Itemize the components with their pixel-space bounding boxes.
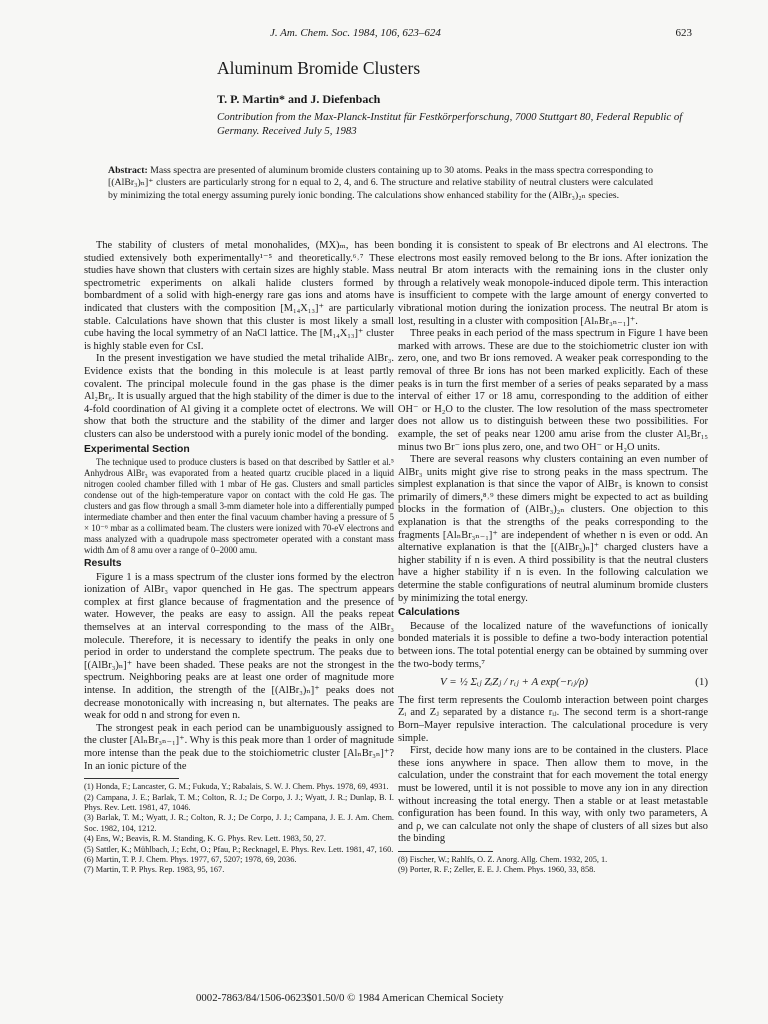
abstract-text: Mass spectra are presented of aluminum bromide clusters containing up to 30 atoms. Peaks in the mass spectra corresponding to [(AlBr₃)ₙ]⁺ clusters are particularly strong for n equal to 2, 4, and 6. The structure and relative stability of neutral clusters were calculated by minimizing the total energy assuming purely ionic bonding. The calculations show enhanced stability for the (AlBr₃)₂ₙ species.: [108, 165, 653, 201]
equation-number: (1): [695, 676, 708, 689]
results-paragraph: The strongest peak in each period can be unambiguously assigned to the cluster [AlₙBr₃ₙ₋₁]⁺. Why is this peak more than 1 order of magnitude more intense than the peak due to the stoichiometric cluster [AlₙBr₃ₙ]⁺? In an ionic picture of the: [84, 722, 394, 772]
footnotes-right: [398, 855, 708, 876]
footnote: (3) Barlak, T. M.; Wyatt, J. R.; Colton, R. J.; De Corpo, J. J.; Campana, J. E. J. Am. Chem. Soc. 1982, 104, 1212.: [84, 813, 394, 833]
abstract-label: Abstract:: [108, 165, 148, 176]
intro-paragraph: In the present investigation we have studied the metal trihalide AlBr₃. Evidence exists that the bonding in this molecule is at least partly covalent. The principal molecule found in the gas phase is the dimer Al₂Br₆. It is usually argued that the high stability of the dimer is due to the 4-fold coordination of Al giving it a complete octet of electrons. We will show that both the structure and the stability of the dimer and larger clusters can also be understood with a purely ionic model of the bonding.: [84, 353, 394, 440]
footnote: (8) Fischer, W.; Rahlfs, O. Z. Anorg. Allg. Chem. 1932, 205, 1.: [398, 854, 608, 864]
footnote: (6) Martin, T. P. J. Chem. Phys. 1977, 67, 5207; 1978, 69, 2036.: [84, 855, 297, 865]
footnote: (9) Porter, R. F.; Zeller, E. E. J. Chem. Phys. 1960, 33, 858.: [398, 865, 596, 875]
equation-expression: V = ½ Σᵢⱼ ZᵢZⱼ / rᵢⱼ + A exp(−rᵢⱼ/ρ): [440, 676, 589, 689]
footnote-rule: [84, 778, 179, 779]
results-paragraph: Figure 1 is a mass spectrum of the cluster ions formed by the electron ionization of AlBr₃ vapor quenched in He gas. The spectrum appears complex at first glance because of fragmentation and the presence of water. However, the peaks are easy to assign. All the peaks repeat themselves at an interval corresponding to the mass of the AlBr₃ molecule. Therefore, it is necessary to identify the peaks in only one period in order to understand the complete spectrum. The peaks due to [(AlBr₃)ₙ]⁺ have been shaded. These peaks are not the strongest in the spectrum. Neighboring peaks are at least one order of magnitude more intense. In addition, the strength of the [(AlBr₃)ₙ]⁺ peaks does not decrease monotonically with increasing n, but alternates. The peaks are weak for odd n and strong for even n.: [84, 571, 394, 722]
footnote-rule: [398, 851, 493, 852]
section-heading-results: Results: [84, 558, 122, 570]
body-paragraph: bonding it is consistent to speak of Br electrons and Al electrons. The electrons most easily removed belong to the Br ions. After ionization the neutral Br atom interacts with the remaining ions in the cluster only through a relatively weak monopole-induced dipole term. This interaction is insufficient to compete with the large amount of energy converted to vibrational motion during the ionization process. The neutral Br atom is lost, resulting in a cluster with composition [AlₙBr₃ₙ₋₁]⁺.: [398, 240, 708, 327]
section-heading-calculations: Calculations: [398, 607, 460, 619]
page-number: 623: [675, 27, 692, 39]
footnote: (7) Martin, T. P. Phys. Rep. 1983, 95, 167.: [84, 865, 225, 875]
body-paragraph: Three peaks in each period of the mass spectrum in Figure 1 have been marked with arrows. These are due to the stoichiometric cluster ion with zero, one, and two Br ions removed. A weaker peak corresponding to the removal of three Br ions has not been marked explicitly. Each of these peaks is in turn the first member of a series of peaks separated by a mass interval of either 17 or 18 amu, corresponding to the addition of either OH⁻ or H₂O to the cluster. The low resolution of the mass spectrometer does not allow us to distinguish between these two possibilities. For example, the set of peaks near 1200 amu arise from the cluster Al₅Br₁₅ minus two Br⁻ ions plus zero, one, and two OH⁻ or H₂O units.: [398, 328, 708, 453]
affiliation: Contribution from the Max-Planck-Institut für Festkörperforschung, 7000 Stuttgart 80, Federal Republic of Germany. Received July 5, 1983: [217, 111, 683, 137]
running-head: J. Am. Chem. Soc. 1984, 106, 623–624: [270, 27, 441, 39]
footnote: (2) Campana, J. E.; Barlak, T. M.; Colton, R. J.; De Corpo, J. J.; Wyatt, J. R.; Dunlap, B. I. Phys. Rev. Lett. 1981, 47, 1046.: [84, 792, 394, 812]
calculations-paragraph: The first term represents the Coulomb interaction between point charges Zᵢ and Zⱼ separated by a distance rᵢⱼ. The second term is a short-range Born–Mayer repulsive interaction. The calculational procedure is very simple.: [398, 694, 708, 744]
calculations-paragraph: First, decide how many ions are to be contained in the clusters. Place these ions anywhere in space. Then allow them to move, in the calculation, under the constraint that for each movement the total energy must be lowered, until it is not possible to move any ion in any direction without increasing the total energy. Then a stable or at least metastable configuration has been found. In this way, with only two parameters, A and ρ, we can calculate not only the shape of clusters of all sizes but also the binding: [398, 745, 708, 845]
experimental-paragraph: The technique used to produce clusters is based on that described by Sattler et al.⁵ Anhydrous AlBr₃ was evaporated from a heated quartz crucible placed in a liquid nitrogen cooled chamber filled with 1 mbar of He gas. Clusters and small particles condense out of the high-temperature vapor on contact with the cold He gas. The clusters and gas flow through a small 3-mm diameter hole into a differentially pumped intermediate chamber and then enter the final vacuum chamber having a pressure of 5 × 10⁻⁶ mbar as a collimated beam. The clusters were ionized with 70-eV electrons and mass analyzed with a quadrupole mass spectrometer operated with a constant mass width Δm of 8 amu over a range of 0–2000 amu.: [84, 457, 394, 556]
footnote: (5) Sattler, K.; Mühlbach, J.; Echt, O.; Pfau, P.; Recknagel, E. Phys. Rev. Lett. 1981, 47, 160.: [84, 844, 394, 854]
right-column: [398, 240, 708, 876]
authors: T. P. Martin* and J. Diefenbach: [217, 92, 381, 106]
body-paragraph: There are several reasons why clusters containing an even number of AlBr₃ units might give rise to strong peaks in the mass spectrum. The simplest explanation is that since the vapor of AlBr₃ is known to consist primarily of dimers,⁸˒⁹ these dimers might be expected to act as building blocks in the formation of (AlBr₃)₂ₙ clusters. One objection to this explanation is that the strengths of the peaks corresponding to the fragments [AlₙBr₃ₙ₋₁]⁺ are independent of whether n is even or odd. An alternative explanation is that the [(AlBr₃)ₙ]⁺ charged clusters have a higher stability if n is even. A third possibility is that the neutral clusters have a higher stability if n is even. In the following calculation we determine the stable configurations of neutral aluminum bromide clusters by minimizing the total energy.: [398, 454, 708, 604]
footnote: (4) Ens, W.; Beavis, R. M. Standing, K. G. Phys. Rev. Lett. 1983, 50, 27.: [84, 834, 326, 844]
left-column: [84, 240, 394, 876]
article-title: Aluminum Bromide Clusters: [217, 58, 421, 78]
calculations-paragraph: Because of the localized nature of the wavefunctions of ionically bonded materials it is possible to define a two-body interaction potential between ions. The total potential energy can be obtained by summing over the two-body terms,⁷: [398, 620, 708, 670]
abstract: [108, 165, 653, 202]
footnote: (1) Honda, F.; Lancaster, G. M.; Fukuda, Y.; Rabalais, S. W. J. Chem. Phys. 1978, 69, 4931.: [84, 782, 389, 792]
section-heading-experimental: Experimental Section: [84, 443, 190, 455]
copyright-footer: 0002-7863/84/1506-0623$01.50/0 © 1984 American Chemical Society: [196, 992, 504, 1004]
intro-paragraph: The stability of clusters of metal monohalides, (MX)ₘ, has been studied extensively both experimentally¹⁻⁵ and theoretically.⁶˒⁷ These studies have shown that clusters with certain sizes are highly stable. Mass spectrometric experiments on alkali halide clusters formed by bombardment of a solid with high-energy rare gas ions and atoms have indicated that clusters with the composition [M₁₄X₁₃]⁺ are particularly stable. Calculations have shown that this cluster is most likely a small cube having the local symmetry of an NaCl lattice. The [M₁₄X₁₃]⁺ cluster is highly stable even for CsI.: [84, 240, 394, 352]
equation-1: [440, 676, 708, 689]
footnotes-left: [84, 782, 394, 876]
